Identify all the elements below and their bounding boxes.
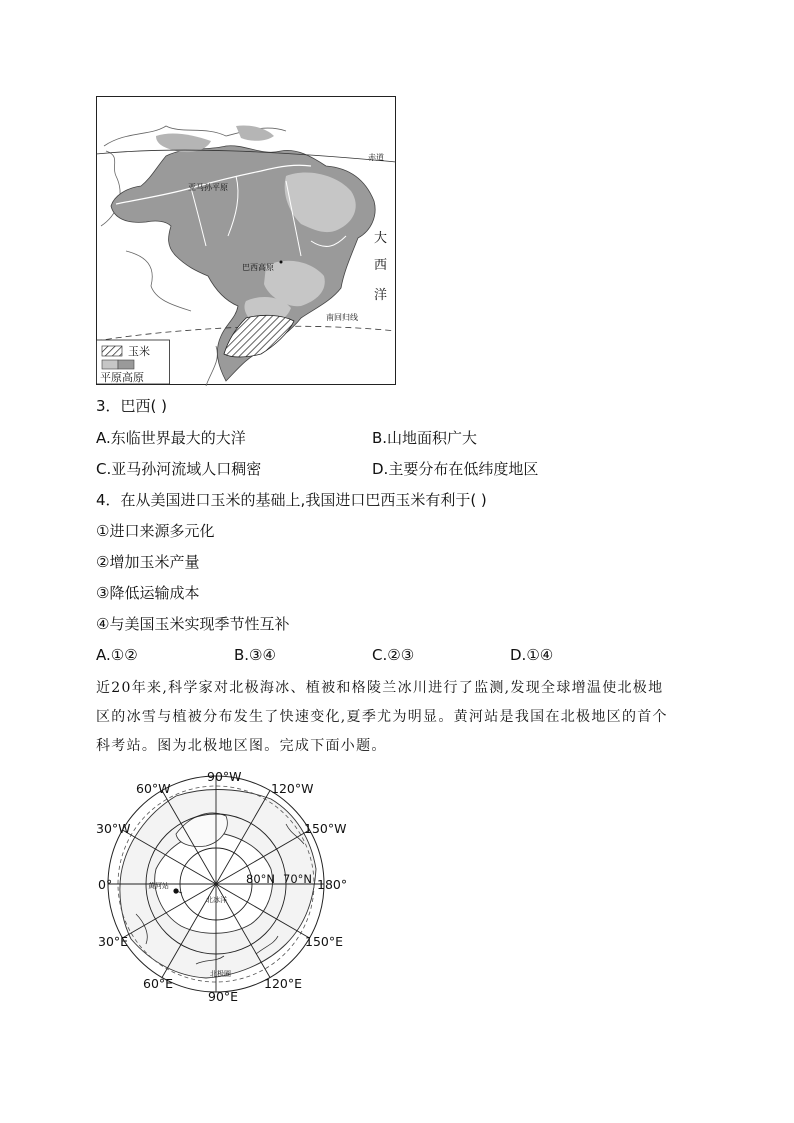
arctic-circle-label: 北极圈 [210, 970, 231, 978]
q3-option-c: C.亚马孙河流域人口稠密 [96, 460, 262, 478]
q3-option-b: B.山地面积广大 [372, 429, 478, 447]
lon-30e: 30°E [98, 934, 129, 949]
lat-80n: 80°N [246, 872, 275, 886]
q4-option-b: B.③④ [234, 646, 276, 664]
arctic-map [90, 762, 360, 1007]
lon-0: 0° [98, 877, 113, 892]
legend-plain-swatch [102, 360, 118, 369]
lon-120w: 120°W [271, 781, 314, 796]
q4-option-a: A.①② [96, 646, 138, 664]
ocean-label-2: 西 [374, 258, 388, 273]
q4-item-4: ④与美国玉米实现季节性互补 [96, 615, 290, 633]
legend-plateau-swatch [118, 360, 134, 369]
arctic-ocean-label: 北冰洋 [206, 896, 227, 904]
equator-label: 赤道 [368, 153, 384, 162]
lon-30w: 30°W [96, 821, 131, 836]
lon-150w: 150°W [304, 821, 347, 836]
q4-item-2: ②增加玉米产量 [96, 553, 200, 571]
passage-line-3: 科考站。图为北极地区图。完成下面小题。 [96, 738, 387, 754]
q4-item-1: ①进口来源多元化 [96, 522, 215, 540]
legend [97, 340, 170, 384]
passage-line-2: 区的冰雪与植被分布发生了快速变化,夏季尤为明显。黄河站是我国在北极地区的首个 [96, 709, 668, 725]
legend-corn-swatch [102, 346, 122, 356]
station-label: 黄河站 [148, 882, 169, 890]
tropic-label: 南回归线 [326, 313, 358, 322]
brazil-map [96, 96, 396, 386]
ocean-label-1: 大 [374, 231, 388, 246]
q4-item-3: ③降低运输成本 [96, 584, 200, 602]
lon-90e: 90°E [208, 989, 239, 1004]
legend-plain-plateau-label: 平原高原 [100, 371, 144, 384]
lat-70n: 70°N [283, 872, 312, 886]
legend-corn-label: 玉米 [128, 345, 150, 358]
lon-150e: 150°E [305, 934, 344, 949]
ocean-label-3: 洋 [374, 288, 388, 303]
q3-stem: 3．巴西( ) [96, 397, 168, 415]
q4-stem: 4．在从美国进口玉米的基础上,我国进口巴西玉米有利于( ) [96, 491, 487, 509]
lon-60e: 60°E [143, 976, 174, 991]
amazon-plain-label: 亚马孙平原 [188, 183, 228, 192]
lon-90w: 90°W [207, 769, 242, 784]
lon-60w: 60°W [136, 781, 171, 796]
brazil-plateau-label: 巴西高原 [242, 263, 274, 272]
q3-option-d: D.主要分布在低纬度地区 [372, 460, 539, 478]
q3-option-a: A.东临世界最大的大洋 [96, 429, 246, 447]
passage-line-1: 近20年来,科学家对北极海冰、植被和格陵兰冰川进行了监测,发现全球增温使北极地 [96, 680, 664, 696]
q4-option-c: C.②③ [372, 646, 415, 664]
lon-120e: 120°E [264, 976, 303, 991]
q4-option-d: D.①④ [510, 646, 554, 664]
lon-180: 180° [317, 877, 348, 892]
